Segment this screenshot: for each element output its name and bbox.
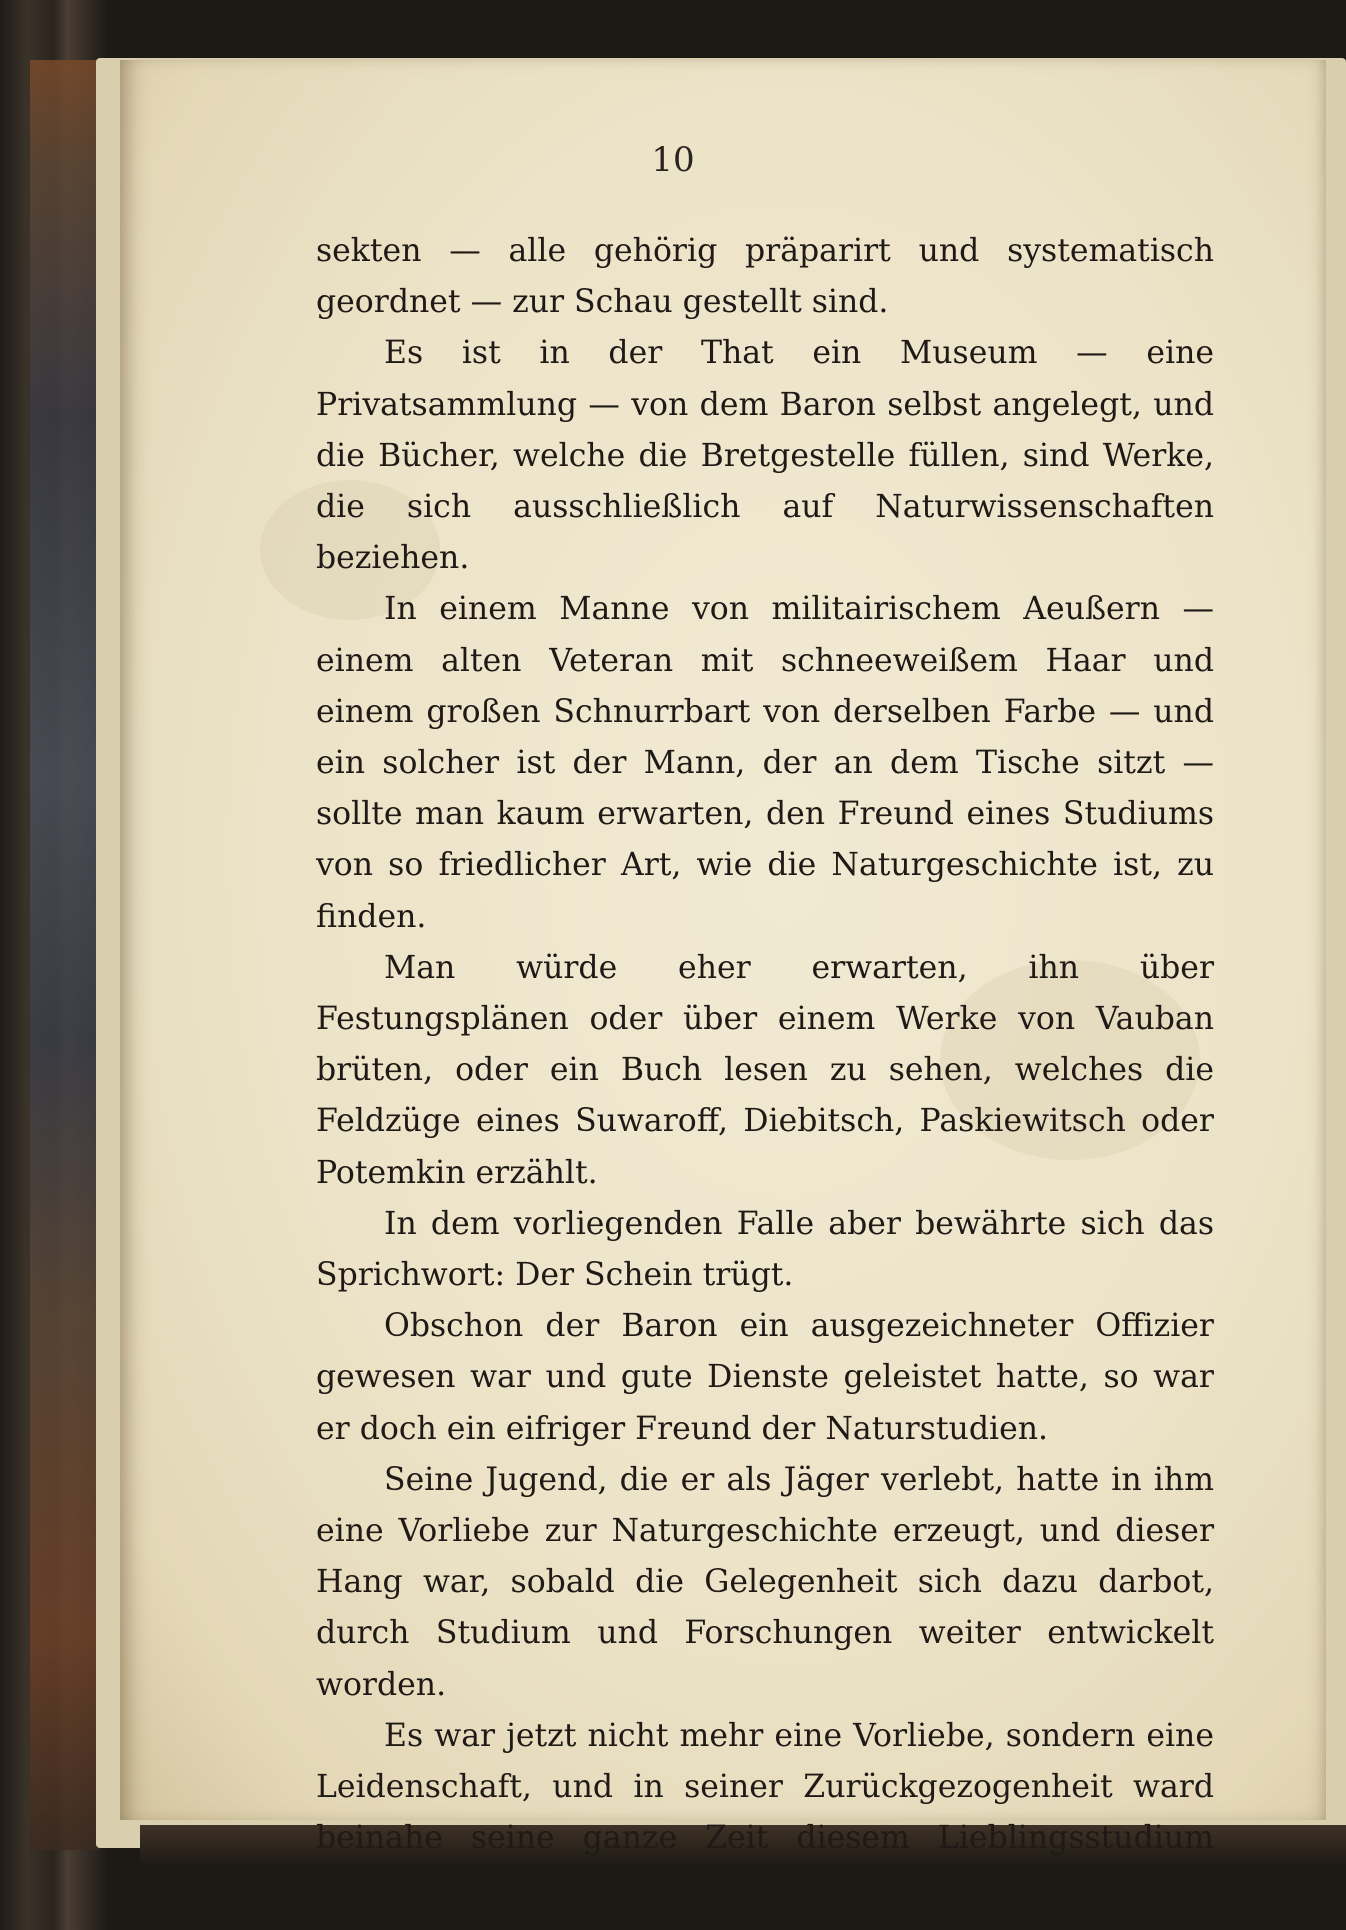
paragraph: sekten — alle gehörig präparirt und systematisch geordnet — zur Schau gestellt sind.: [316, 233, 1214, 321]
book-spine: [30, 60, 100, 1850]
paragraph: Es ist in der That ein Museum — eine Privatsammlung — von dem Baron selbst angelegt, und die Bücher, welche die Bretgestelle füllen, sind Werke, die sich ausschließlich auf Naturwissenschaften beziehen.: [316, 335, 1214, 577]
paragraph: Man würde eher erwarten, ihn über Festungsplänen oder über einem Werke von Vauban brüten, oder ein Buch lesen zu sehen, welches die Feldzüge eines Suwaroff, Diebitsch, Paskiewitsch oder Potemkin erzählt.: [316, 949, 1214, 1191]
paragraph: Seine Jugend, die er als Jäger verlebt, hatte in ihm eine Vorliebe zur Naturgeschichte erzeugt, und dieser Hang war, sobald die Gelegenheit sich dazu darbot, durch Studium und Forschungen weiter entwickelt worden.: [316, 1461, 1214, 1703]
paragraph: In dem vorliegenden Falle aber bewährte sich das Sprichwort: Der Schein trügt.: [316, 1205, 1214, 1294]
paragraph: Es war jetzt nicht mehr eine Vorliebe, sondern eine Leidenschaft, und in seiner Zurückgezogenheit ward beinahe seine ganze Zeit diesem Lieblingsstudium gewidmet.: [316, 1717, 1214, 1908]
page-number: 10: [651, 140, 695, 180]
paragraph: Obschon der Baron ein ausgezeichneter Offizier gewesen war und gute Dienste geleistet hatte, so war er doch ein eifriger Freund der Naturstudien.: [316, 1308, 1214, 1447]
page-text: [316, 226, 1214, 1916]
paragraph: In einem Manne von militairischem Aeußern — einem alten Veteran mit schneeweißem Haar und einem großen Schnurrbart von derselben Farbe — und ein solcher ist der Mann, der an dem Tische sitzt — sollte man kaum erwarten, den Freund eines Studiums von so friedlicher Art, wie die Naturgeschichte ist, zu finden.: [316, 591, 1214, 935]
